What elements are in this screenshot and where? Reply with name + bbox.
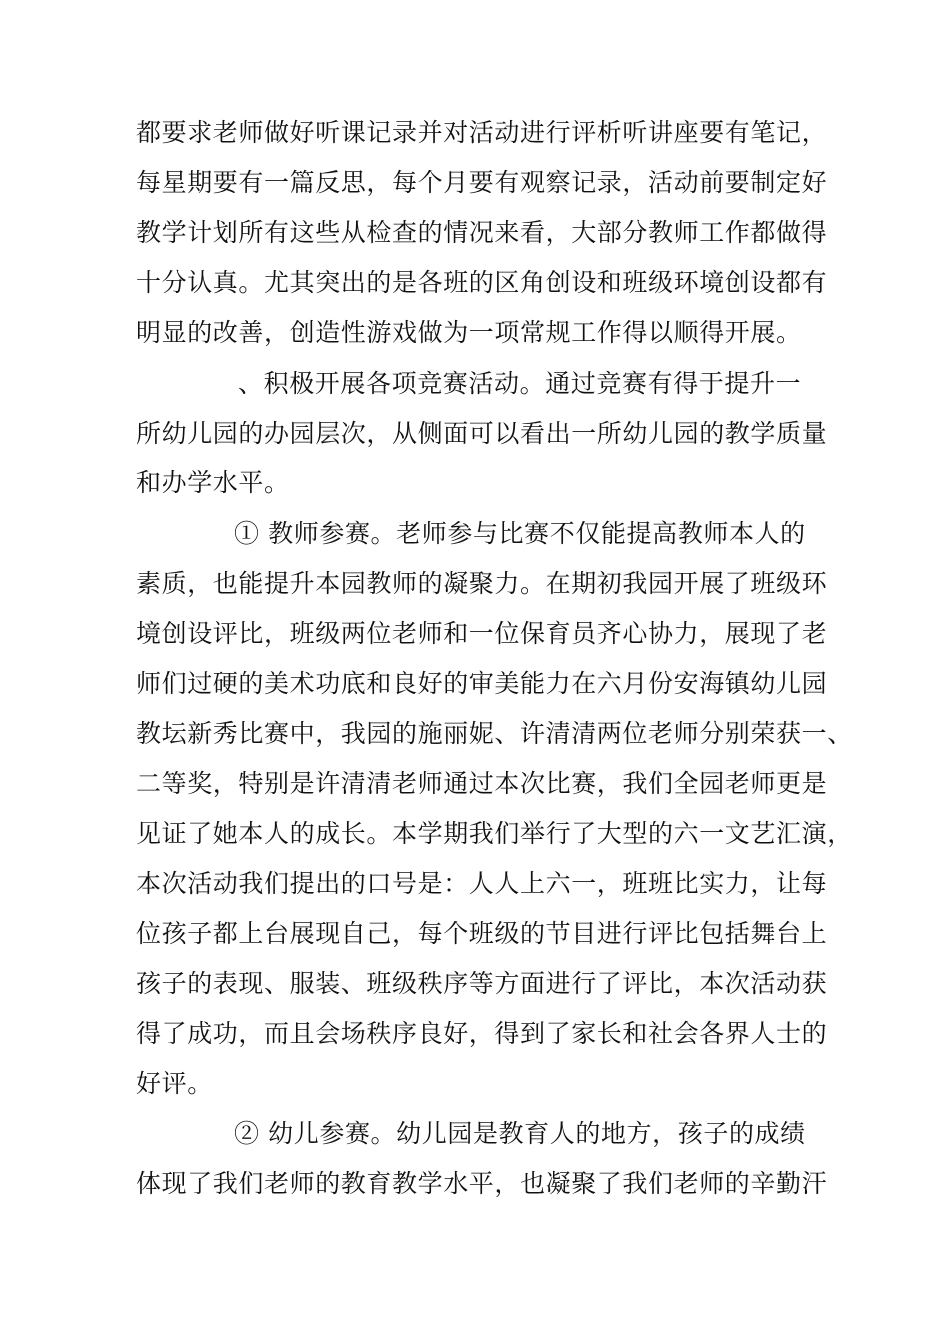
- text-line-15: 见证了她本人的成长。本学期我们举行了大型的六一文艺汇演，: [136, 819, 853, 848]
- text-line-4: 十分认真。尤其突出的是各班的区角创设和班级环境创设都有: [136, 268, 828, 297]
- text-line-12: 师们过硬的美术功底和良好的审美能力在六月份安海镇幼儿园: [136, 669, 828, 698]
- text-line-13: 教坛新秀比赛中，我园的施丽妮、许清清两位老师分别荣获一、: [136, 719, 853, 748]
- section-heading-competitions: 、积极开展各项竞赛活动。通过竞赛有得于提升一: [238, 369, 802, 398]
- text-line-11: 境创设评比，班级两位老师和一位保育员齐心协力，展现了老: [136, 619, 828, 648]
- text-line-5: 明显的改善，创造性游戏做为一项常规工作得以顺得开展。: [136, 318, 802, 347]
- text-line-14: 二等奖，特别是许清清老师通过本次比赛，我们全园老师更是: [136, 769, 828, 798]
- text-line-22: 体现了我们老师的教育教学水平，也凝聚了我们老师的辛勤汗: [136, 1169, 828, 1198]
- text-line-3: 教学计划所有这些从检查的情况来看，大部分教师工作都做得: [136, 218, 828, 247]
- text-line-17: 位孩子都上台展现自己，每个班级的节目进行评比包括舞台上: [136, 919, 828, 948]
- text-line-10: 素质，也能提升本园教师的凝聚力。在期初我园开展了班级环: [136, 569, 828, 598]
- text-line-7: 所幼儿园的办园层次，从侧面可以看出一所幼儿园的教学质量: [136, 419, 828, 448]
- subsection-child-competition: ② 幼儿参赛。幼儿园是教育人的地方，孩子的成绩: [234, 1119, 806, 1148]
- text-line-8: 和办学水平。: [136, 468, 290, 497]
- text-line-2: 每星期要有一篇反思，每个月要有观察记录，活动前要制定好: [136, 168, 828, 197]
- text-line-1: 都要求老师做好听课记录并对活动进行评析听讲座要有笔记，: [136, 118, 828, 147]
- text-line-20: 好评。: [136, 1069, 213, 1098]
- text-line-18: 孩子的表现、服装、班级秩序等方面进行了评比，本次活动获: [136, 969, 828, 998]
- subsection-teacher-competition: ① 教师参赛。老师参与比赛不仅能提高教师本人的: [234, 519, 806, 548]
- text-line-16: 本次活动我们提出的口号是：人人上六一，班班比实力，让每: [136, 869, 828, 898]
- text-line-19: 得了成功，而且会场秩序良好，得到了家长和社会各界人士的: [136, 1019, 828, 1048]
